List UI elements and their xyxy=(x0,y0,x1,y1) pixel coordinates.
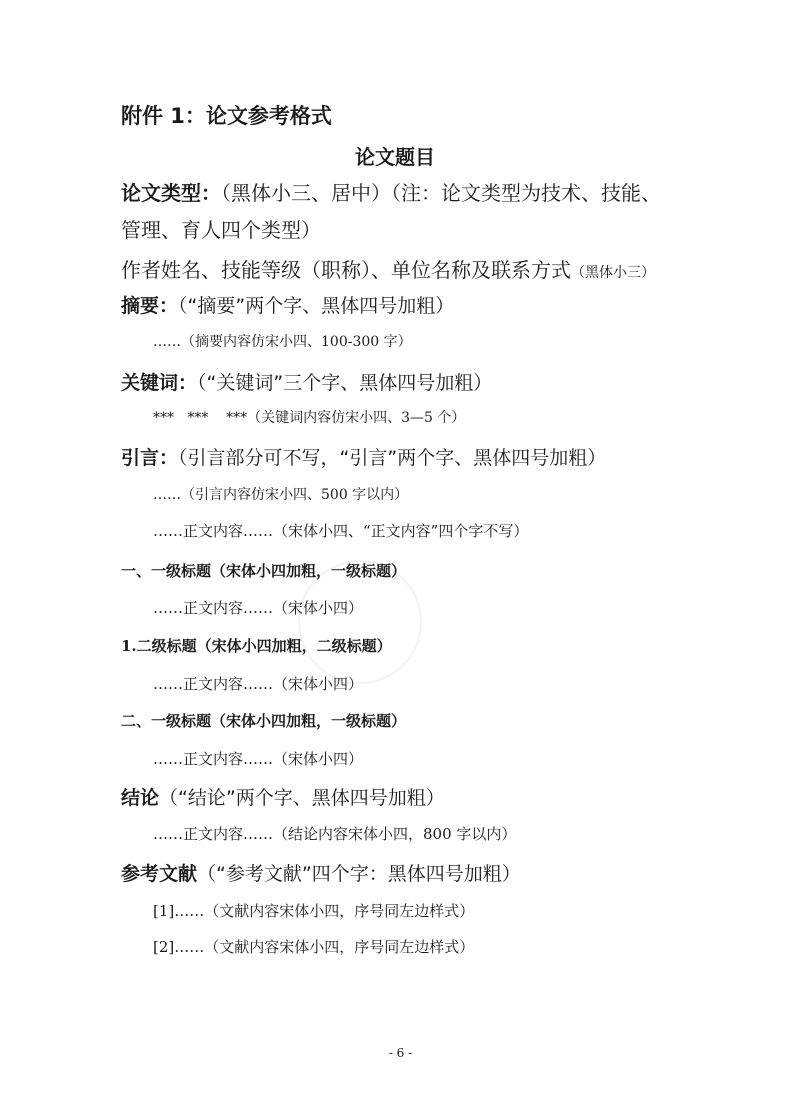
keywords-content: *** *** ***（关键词内容仿宋小四、3—5 个） xyxy=(153,410,466,426)
conclusion-note: （“结论”两个字、黑体四号加粗） xyxy=(159,787,445,809)
level2-heading: 1.二级标题（宋体小四加粗，二级标题） xyxy=(121,637,392,655)
conclusion-label: 结论 xyxy=(121,787,160,809)
paper-type-note-cont: 管理、育人四个类型） xyxy=(121,218,321,242)
reference-item: [2]……（文献内容宋体小四，序号同左边样式） xyxy=(153,938,475,956)
body-content-2: ……正文内容……（宋体小四） xyxy=(153,675,364,693)
abstract-note: （“摘要”两个字、黑体四号加粗） xyxy=(178,295,455,317)
paper-type-label: 论文类型： xyxy=(121,181,221,205)
keywords-note: （“关键词”三个字、黑体四号加粗） xyxy=(197,372,493,394)
author-font-note: （黑体小三） xyxy=(571,265,655,281)
references-label: 参考文献 xyxy=(121,863,198,885)
page-number: - 6 - xyxy=(388,1046,413,1060)
abstract-content: ……（摘要内容仿宋小四、100-300 字） xyxy=(153,334,412,350)
body-content-note: ……正文内容……（宋体小四、“正文内容”四个字不写） xyxy=(153,522,529,540)
intro-content: ……（引言内容仿宋小四、500 字以内） xyxy=(153,487,409,503)
paper-type-line xyxy=(121,177,661,206)
paper-title: 论文题目 xyxy=(355,145,435,169)
author-line xyxy=(121,254,655,283)
abstract-heading xyxy=(121,291,454,318)
paper-type-note: （黑体小三、居中）（注：论文类型为技术、技能、 xyxy=(221,181,661,205)
intro-note: （引言部分可不写，“引言”两个字、黑体四号加粗） xyxy=(178,447,607,469)
references-note: （“参考文献”四个字：黑体四号加粗） xyxy=(197,863,521,885)
body-content-3: ……正文内容……（宋体小四） xyxy=(153,750,364,768)
body-content-1: ……正文内容……（宋体小四） xyxy=(153,599,364,617)
level1-heading-a: 一、一级标题（宋体小四加粗，一级标题） xyxy=(121,562,407,580)
intro-heading xyxy=(121,443,606,470)
reference-item: [1]……（文献内容宋体小四，序号同左边样式） xyxy=(153,902,475,920)
intro-label: 引言： xyxy=(121,447,179,469)
attachment-heading: 附件 1：论文参考格式 xyxy=(121,104,332,128)
level1-heading-b: 二、一级标题（宋体小四加粗，一级标题） xyxy=(121,712,407,730)
conclusion-content: ……正文内容……（结论内容宋体小四，800 字以内） xyxy=(153,825,517,843)
references-heading xyxy=(121,859,521,886)
abstract-label: 摘要： xyxy=(121,295,179,317)
keywords-heading xyxy=(121,368,492,395)
keywords-label: 关键词： xyxy=(121,372,198,394)
conclusion-heading xyxy=(121,783,445,810)
author-info: 作者姓名、技能等级（职称）、单位名称及联系方式 xyxy=(121,258,571,282)
